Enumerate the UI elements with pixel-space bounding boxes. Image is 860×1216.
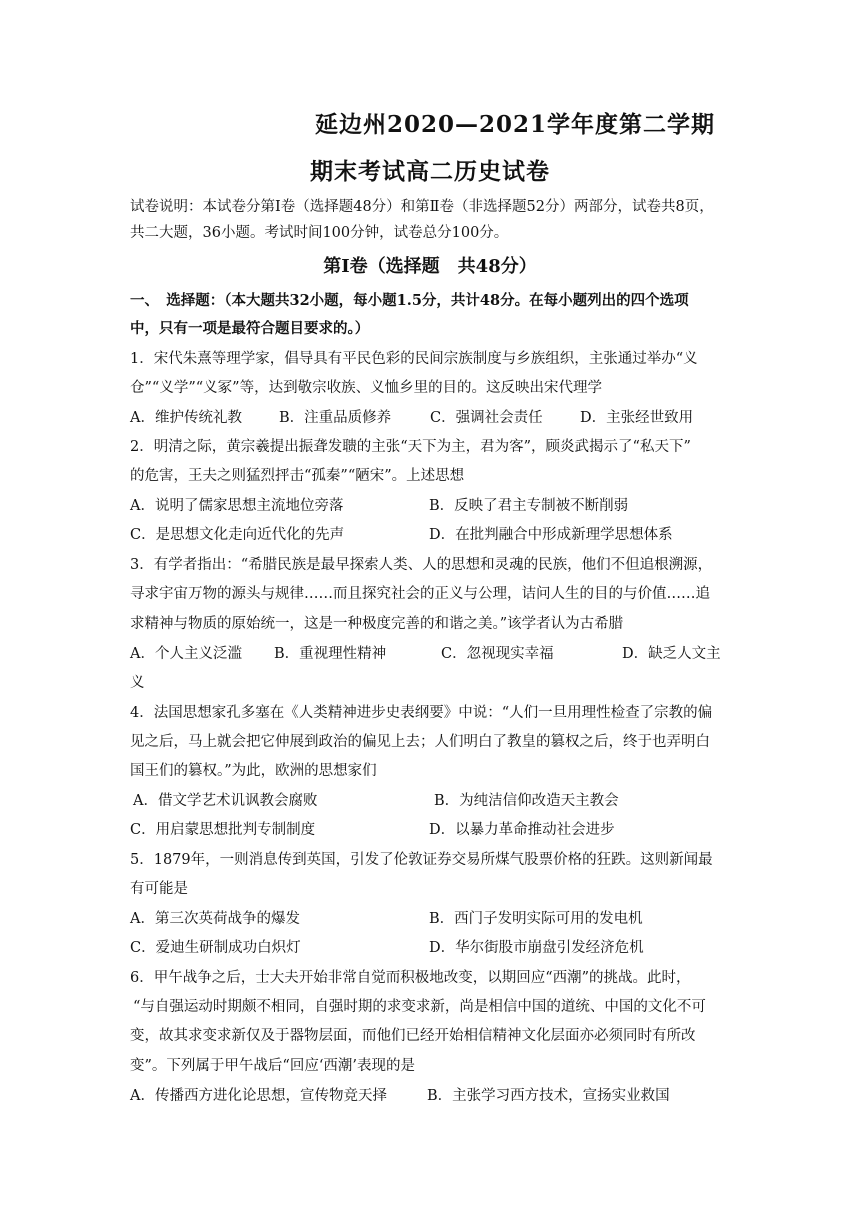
q4-option-d: D．以暴力革命推动社会进步 (429, 822, 615, 838)
q1-option-b: B．注重品质修养 (279, 410, 392, 426)
q4-option-c: C．用启蒙思想批判专制制度 (130, 822, 316, 838)
q2-option-d: D．在批判融合中形成新理学思想体系 (429, 527, 673, 543)
section-title: 第Ⅰ卷（选择题 共48分） (323, 256, 537, 277)
q6-stem-line: 变”。下列属于甲午战后“回应‘西潮’表现的是 (130, 1058, 416, 1074)
q5-option-c: C．爱迪生研制成功白炽灯 (130, 940, 301, 956)
q3-option-d: D．缺乏人文主 (622, 646, 721, 662)
q3-option-c: C．忽视现实幸福 (441, 646, 554, 662)
q5-stem-line: 有可能是 (130, 881, 188, 897)
q4-option-b: B．为纯洁信仰改造天主教会 (434, 793, 619, 809)
q5-option-d: D．华尔街股市崩盘引发经济危机 (429, 940, 644, 956)
q4-stem-line: 4．法国思想家孔多塞在《人类精神进步史表纲要》中说：“人们一旦用理性检查了宗教的偏 (130, 705, 713, 721)
instructions-line: 共二大题，36小题。考试时间100分钟，试卷总分100分。 (130, 225, 509, 241)
q1-stem-line: 仓”“义学”“义冢”等，达到敬宗收族、义恤乡里的目的。这反映出宋代理学 (130, 380, 603, 396)
q2-stem-line: 2．明清之际，黄宗羲提出振聋发聩的主张“天下为主，君为客”，顾炎武揭示了“私天下” (130, 439, 691, 455)
q6-option-b: B．主张学习西方技术，宣扬实业救国 (427, 1088, 670, 1104)
q3-option-a: A．个人主义泛滥 (130, 646, 242, 662)
q4-option-a: A．借文学艺术讥讽教会腐败 (133, 793, 318, 809)
exam-title-line1: 延边州2020—2021学年度第二学期 (314, 111, 716, 138)
q3-stem-line: 求精神与物质的原始统一，这是一种极度完善的和谐之美。”该学者认为古希腊 (130, 616, 624, 632)
q4-stem-line: 见之后，马上就会把它伸展到政治的偏见上去；人们明白了教皇的篡权之后，终于也弄明白 (130, 734, 710, 750)
q3-stem-line: 3．有学者指出：“希腊民族是最早探索人类、人的思想和灵魂的民族，他们不但追根溯源， (130, 557, 713, 573)
q6-option-a: A．传播西方进化论思想，宣传物竞天择 (130, 1088, 387, 1104)
q6-stem-line: 6．甲午战争之后，士大夫开始非常自觉而积极地改变，以期回应“西潮”的挑战。此时， (130, 970, 691, 986)
q4-stem-line: 国王们的篡权。”为此，欧洲的思想家们 (130, 763, 377, 779)
q3-stem-line: 寻求宇宙万物的源头与规律……而且探究社会的正义与公理，诘问人生的目的与价值……追 (130, 586, 710, 602)
q3-option-b: B．重视理性精神 (274, 646, 387, 662)
exam-title-line2: 期末考试高二历史试卷 (310, 158, 550, 185)
q1-option-a: A．维护传统礼教 (130, 410, 242, 426)
q6-stem-line: 变，故其求变求新仅及于器物层面，而他们已经开始相信精神文化层面亦必须同时有所改 (130, 1028, 696, 1044)
q3-option-d-wrap: 义 (130, 675, 145, 691)
q2-stem-line: 的危害，王夫之则猛烈抨击“孤秦”“陋宋”。上述思想 (130, 468, 465, 484)
q2-option-b: B．反映了君主专制被不断削弱 (429, 498, 629, 514)
part-heading-line: 一、 选择题：（本大题共32小题，每小题1.5分，共计48分。在每小题列出的四个选项 (130, 292, 689, 309)
q2-option-c: C．是思想文化走向近代化的先声 (130, 527, 345, 543)
q5-stem-line: 5．1879年，一则消息传到英国，引发了伦敦证券交易所煤气股票价格的狂跌。这则新闻最 (130, 852, 713, 868)
q6-stem-line: “与自强运动时期颇不相同，自强时期的求变求新，尚是相信中国的道统、中国的文化不可 (133, 999, 706, 1015)
part-heading-line: 中，只有一项是最符合题目要求的。） (130, 320, 370, 337)
q1-stem-line: 1．宋代朱熹等理学家，倡导具有平民色彩的民间宗族制度与乡族组织，主张通过举办“义 (130, 351, 698, 367)
q5-option-a: A．第三次英荷战争的爆发 (130, 911, 300, 927)
q5-option-b: B．西门子发明实际可用的发电机 (429, 911, 643, 927)
q1-option-c: C．强调社会责任 (430, 410, 543, 426)
q2-option-a: A．说明了儒家思想主流地位旁落 (130, 498, 344, 514)
instructions-line: 试卷说明：本试卷分第Ⅰ卷（选择题48分）和第Ⅱ卷（非选择题52分）两部分，试卷共8页， (130, 199, 714, 215)
q1-option-d: D．主张经世致用 (580, 410, 694, 426)
